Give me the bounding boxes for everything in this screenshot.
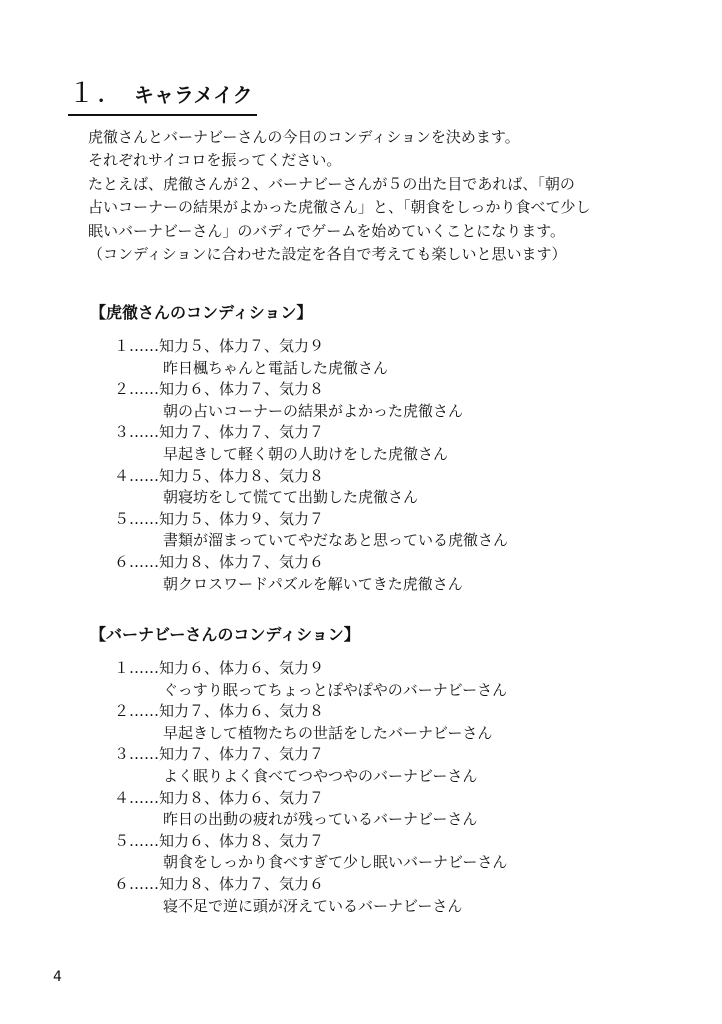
heading-number: １． (68, 78, 126, 109)
condition-description: 書類が溜まっていてやだなあと思っている虎徹さん (163, 531, 509, 550)
intro-line: 虎徹さんとバーナビーさんの今日のコンディションを決めます。 (88, 128, 520, 146)
condition-description: 朝食をしっかり食べすぎて少し眠いバーナビーさん (163, 853, 508, 872)
condition-stats: １……知力６、体力６、気力９ (114, 659, 325, 677)
condition-entry (114, 874, 690, 917)
condition-entry (114, 379, 690, 422)
condition-description: 昨日の出動の疲れが残っているバーナビーさん (163, 810, 478, 829)
condition-stats: １……知力５、体力７、気力９ (114, 337, 325, 355)
page-number: 4 (53, 969, 62, 985)
intro-line: たとえば、虎徹さんが２、バーナビーさんが５の出た目であれば、「朝の (88, 174, 575, 193)
kotetsu-condition-section (90, 300, 690, 595)
condition-entry (114, 831, 690, 874)
condition-stats: ６……知力８、体力７、気力６ (114, 552, 325, 571)
kotetsu-section-title: 【虎徹さんのコンディション】 (90, 303, 313, 322)
condition-entry (114, 466, 690, 509)
intro-paragraph (88, 126, 688, 266)
condition-stats: ３……知力７、体力７、気力７ (114, 745, 325, 764)
condition-description: 寝不足で逆に頭が冴えているバーナビーさん (163, 896, 463, 915)
page-heading (68, 72, 257, 116)
condition-entry (114, 658, 690, 701)
condition-description: 昨日楓ちゃんと電話した虎徹さん (163, 358, 389, 377)
condition-entry (114, 701, 690, 744)
condition-description: 朝の占いコーナーの結果がよかった虎徹さん (163, 401, 464, 420)
intro-line: 占いコーナーの結果がよかった虎徹さん」と、「朝食をしっかり食べて少し (88, 198, 591, 217)
condition-description: よく眠りよく食べてつやつやのバーナビーさん (163, 766, 478, 785)
condition-description: 朝クロスワードパズルを解いてきた虎徹さん (163, 574, 463, 593)
condition-entry (114, 788, 690, 831)
condition-stats: ３……知力７、体力７、気力７ (114, 423, 325, 442)
intro-line: 眠いバーナビーさん」のバディでゲームを始めていくことになります。 (88, 221, 566, 240)
condition-description: ぐっすり眠ってちょっとぽやぽやのバーナビーさん (163, 680, 508, 699)
condition-stats: ４……知力８、体力６、気力７ (114, 788, 325, 807)
barnaby-condition-list (90, 658, 690, 917)
intro-line: （コンディションに合わせた設定を各自で考えても楽しいと思います） (88, 245, 567, 264)
condition-entry (114, 509, 690, 552)
barnaby-section-title: 【バーナビーさんのコンディション】 (90, 625, 360, 644)
condition-entry (114, 422, 690, 465)
condition-description: 朝寝坊をして慌てて出勤した虎徹さん (163, 488, 419, 507)
intro-line: それぞれサイコロを振ってください。 (88, 151, 342, 170)
condition-entry (114, 552, 690, 595)
condition-description: 早起きして植物たちの世話をしたバーナビーさん (163, 723, 493, 742)
condition-description: 早起きして軽く朝の人助けをした虎徹さん (163, 444, 449, 463)
heading-title: キャラメイク (134, 83, 253, 107)
condition-stats: ２……知力７、体力６、気力８ (114, 702, 325, 721)
condition-entry (114, 744, 690, 787)
condition-stats: ２……知力６、体力７、気力８ (114, 380, 325, 399)
condition-stats: ５……知力５、体力９、気力７ (114, 509, 325, 528)
condition-stats: ４……知力５、体力８、気力８ (114, 466, 325, 485)
condition-entry (114, 336, 690, 379)
condition-stats: ６……知力８、体力７、気力６ (114, 874, 325, 893)
condition-stats: ５……知力６、体力８、気力７ (114, 831, 325, 850)
kotetsu-condition-list (90, 336, 690, 595)
barnaby-condition-section (90, 622, 690, 917)
